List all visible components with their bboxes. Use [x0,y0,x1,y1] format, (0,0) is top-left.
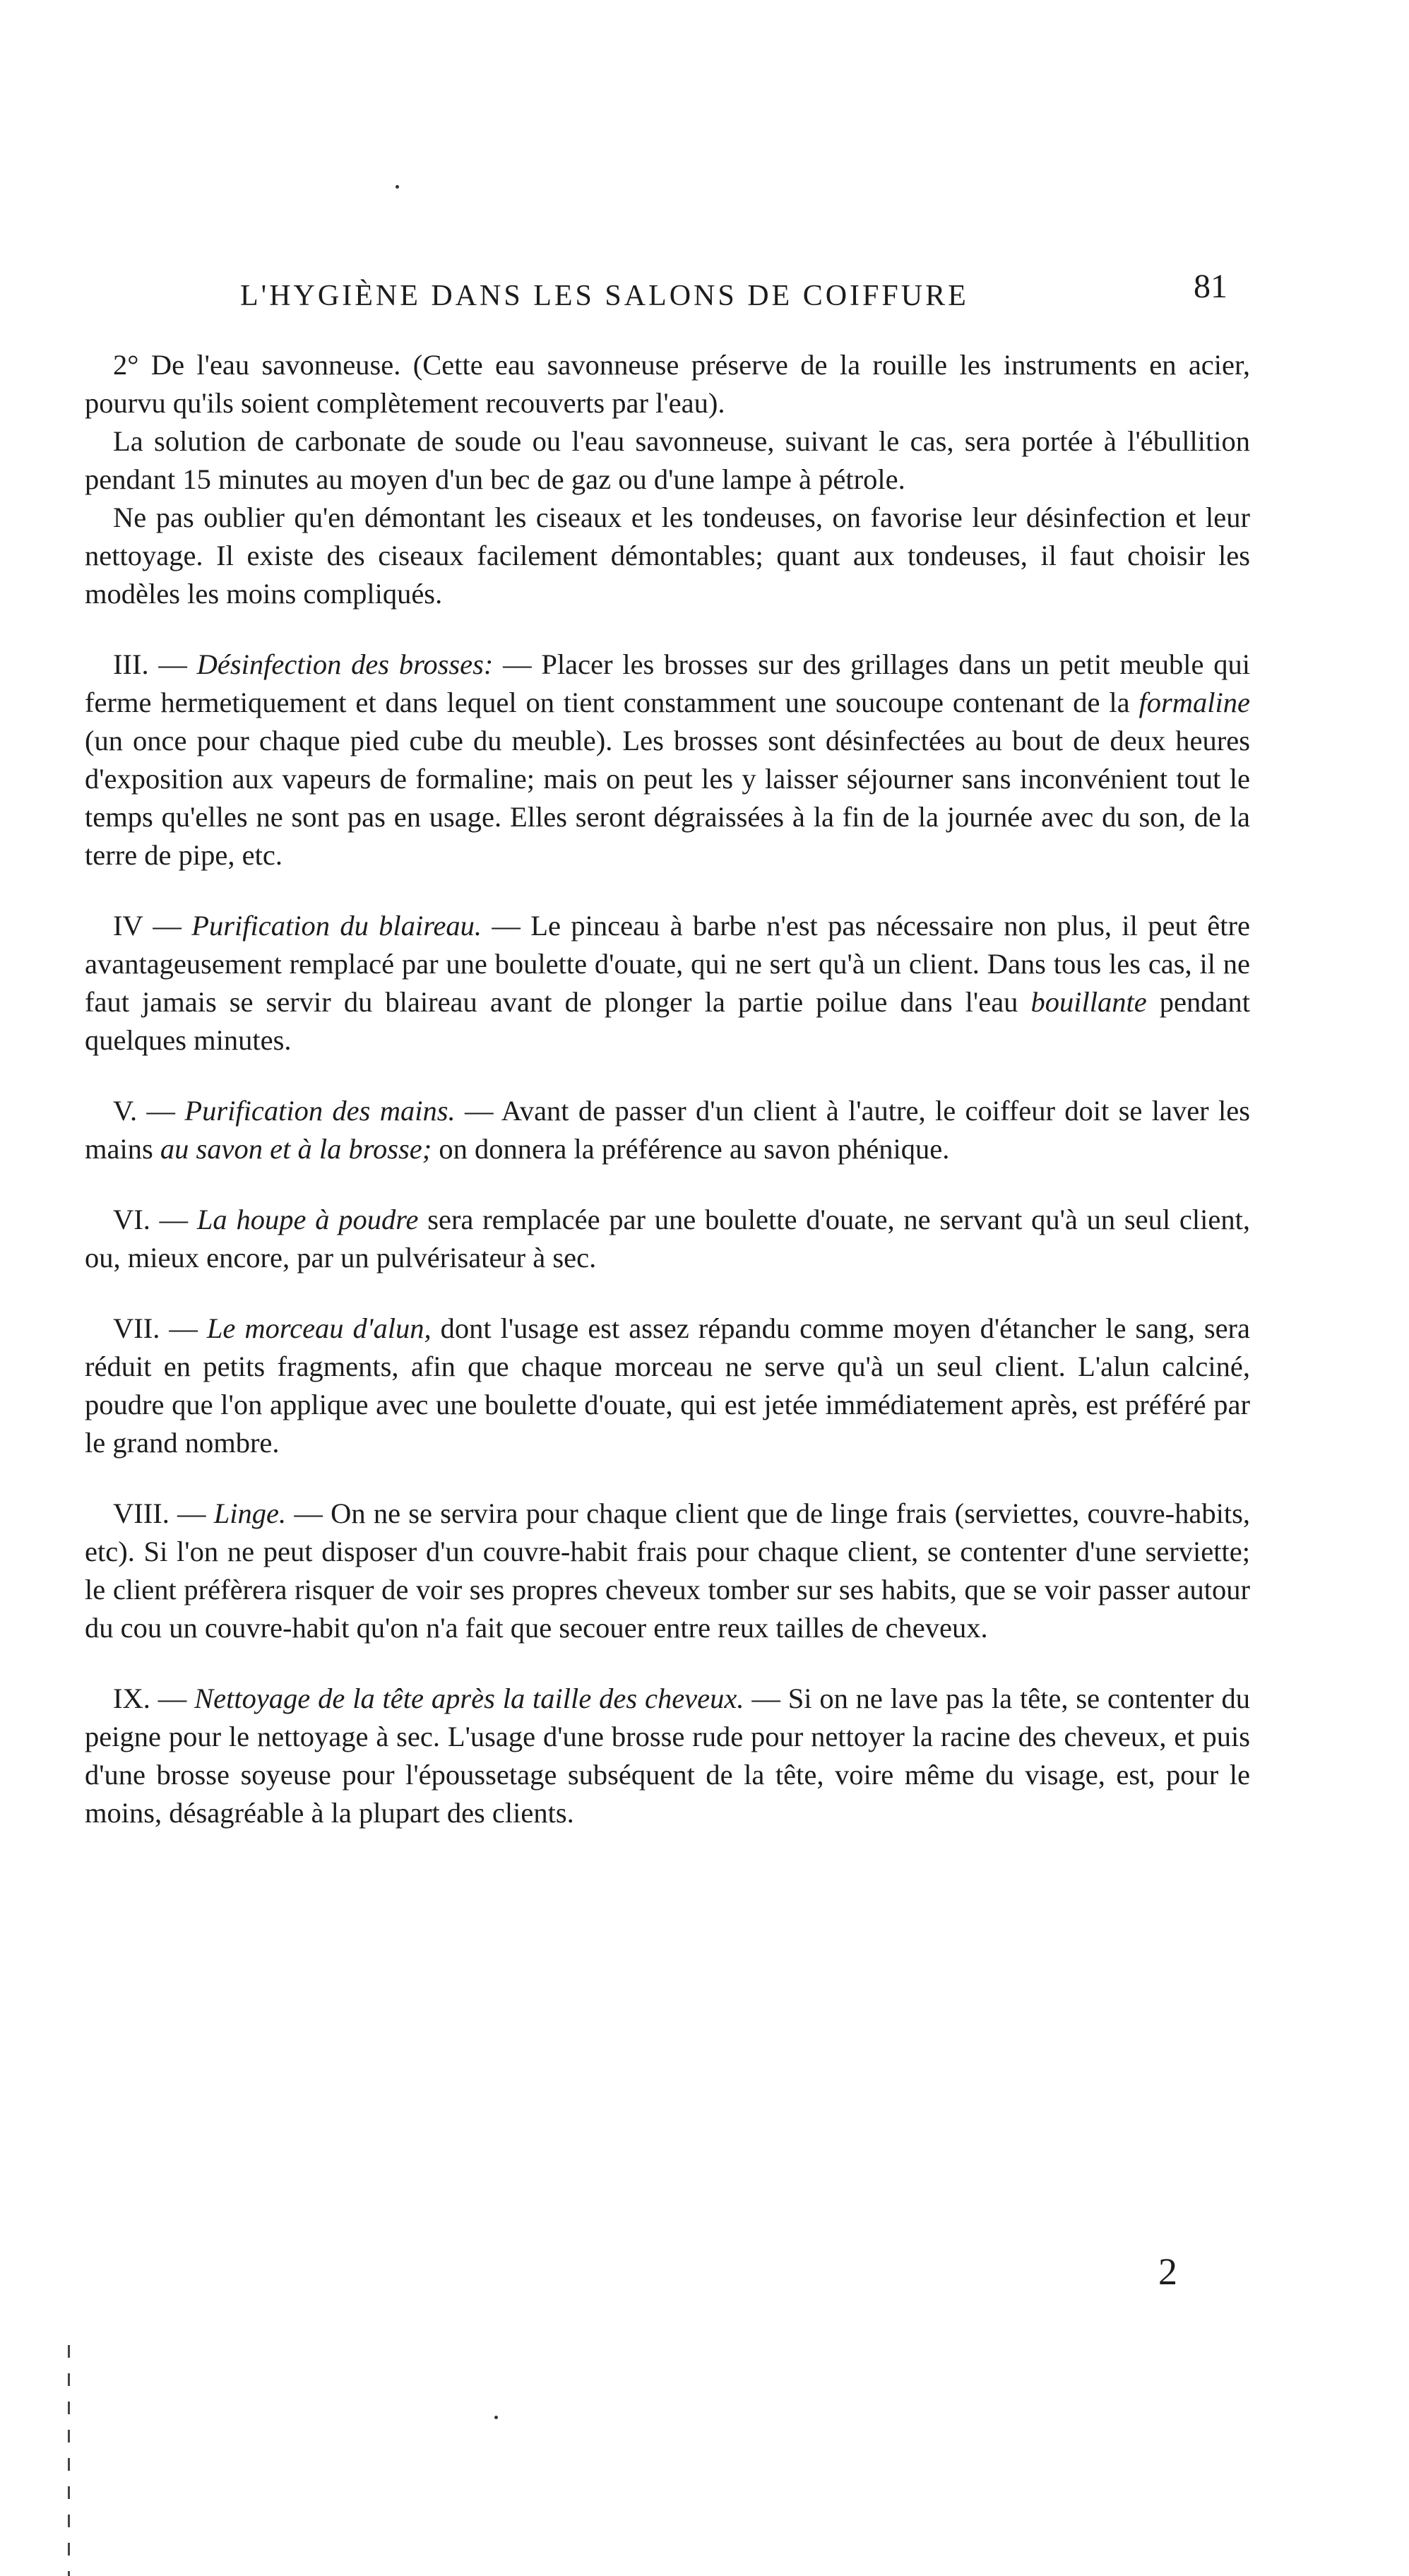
speck-mark [494,2416,498,2419]
section-text: On ne se servira pour chaque client que de linge frais (serviettes, couvre-habits, etc). Si l'on ne peut disposer d'un couvre-habit frais pour chaque client, se contenter d'une serviette; le client préfèrera risquer de voir ses propres cheveux tomber sur ses habits, que se voir passer autour du cou un couvre-habit qu'on n'a fait que secouer entre reux tailles de cheveux. [85,1497,1250,1644]
section-text: Si on ne lave pas la tête, se contenter du peigne pour le nettoyage à sec. L'usage d'une brosse rude pour nettoyer la racine des cheveux, et puis d'une brosse soyeuse pour l'époussetage subséquent de la tête, voire même du visage, est, pour le moins, désagréable à la plupart des clients. [85,1682,1250,1829]
section-purification-blaireau [85,907,1250,1060]
section-text-after: on donnera la préférence au savon phénique. [432,1133,950,1165]
section-italic-word: bouillante [1030,986,1147,1018]
section-title: Nettoyage de la tête après la taille des cheveux. [194,1682,744,1714]
section-italic-word: au savon et à la brosse; [160,1133,432,1165]
speck-mark [396,185,399,189]
section-linge [85,1495,1250,1647]
section-text-after: (un once pour chaque pied cube du meuble). Les brosses sont désinfectées au bout de deux heures d'exposition aux vapeurs de formaline; mais on peut les y laisser séjourner sans inconvénient tout le temps qu'elles ne sont pas en usage. Elles seront dégraissées à la fin de la journée avec du son, de la terre de pipe, etc. [85,725,1250,871]
signature-mark: 2 [1158,2250,1177,2293]
section-title: Linge. [213,1497,287,1529]
section-numeral: VIII. — [113,1497,206,1529]
paragraph-solution: La solution de carbonate de soude ou l'eau savonneuse, suivant le cas, sera portée à l'ébullition pendant 15 minutes au moyen d'un bec de gaz ou d'une lampe à pétrole. [85,425,1250,495]
section-dash: — [286,1497,331,1529]
paragraph-eau-savonneuse: 2° De l'eau savonneuse. (Cette eau savonneuse préserve de la rouille les instruments en acier, pourvu qu'ils soient complètement recouverts par l'eau). [85,349,1250,419]
page-number: 81 [1194,268,1227,305]
section-title: Purification du blaireau. [191,910,482,942]
section-text-after: pendant quelques minutes. [85,986,1250,1056]
section-desinfection-brosses [85,646,1250,874]
section-text: sera remplacée par une boulette d'ouate, ne servant qu'à un seul client, ou, mieux encore, par un pulvérisateur à sec. [85,1204,1250,1274]
running-title: L'HYGIÈNE DANS LES SALONS DE COIFFURE [240,280,969,312]
section-italic-word: formaline [1139,687,1250,718]
section-houpe-poudre [85,1201,1250,1277]
section-text: Avant de passer d'un client à l'autre, le coiffeur doit se laver les mains [85,1095,1251,1165]
section-purification-mains [85,1092,1250,1168]
section-dash: — [493,648,542,680]
section-title: Purification des mains. [184,1095,456,1127]
section-morceau-alun [85,1310,1250,1462]
section-dash: — [455,1095,501,1127]
section-dash [432,1312,441,1344]
section-numeral: III. — [113,648,187,680]
section-text: Le pinceau à barbe n'est pas nécessaire non plus, il peut être avantageusement remplacé par une boulette d'ouate, qui ne sert qu'à un client. Dans tous les cas, il ne faut jamais se servir du blaireau avant de plonger la partie poilue dans l'eau [85,910,1250,1018]
section-title: Le morceau d'alun, [206,1312,432,1344]
section-dash: — [744,1682,788,1714]
section-nettoyage-tete [85,1680,1250,1832]
section-text: Placer les brosses sur des grillages dans un petit meuble qui ferme hermetiquement et dans lequel on tient constamment une soucoupe contenant de la [85,648,1251,718]
section-numeral: IX. — [113,1682,187,1714]
section-numeral: VI. — [113,1204,189,1235]
section-dash [418,1204,427,1235]
body-text [85,346,1250,1832]
section-dash: — [482,910,531,942]
section-text: dont l'usage est assez répandu comme moyen d'étancher le sang, sera réduit en petits fragments, afin que chaque morceau ne serve qu'à un seul client. L'alun calciné, poudre que l'on applique avec une boulette d'ouate, qui est jetée immédiatement après, est préféré par le grand nombre. [85,1312,1251,1459]
section-title: Désinfection des brosses: [196,648,494,680]
section-title: La houpe à poudre [196,1204,419,1235]
section-numeral: IV — [113,910,182,942]
binding-edge [68,2345,70,2576]
section-numeral: V. — [113,1095,175,1127]
section-numeral: VII. — [113,1312,198,1344]
paragraph-demontage: Ne pas oublier qu'en démontant les ciseaux et les tondeuses, on favorise leur désinfection et leur nettoyage. Il existe des ciseaux facilement démontables; quant aux tondeuses, il faut choisir les modèles les moins compliqués. [85,501,1250,610]
